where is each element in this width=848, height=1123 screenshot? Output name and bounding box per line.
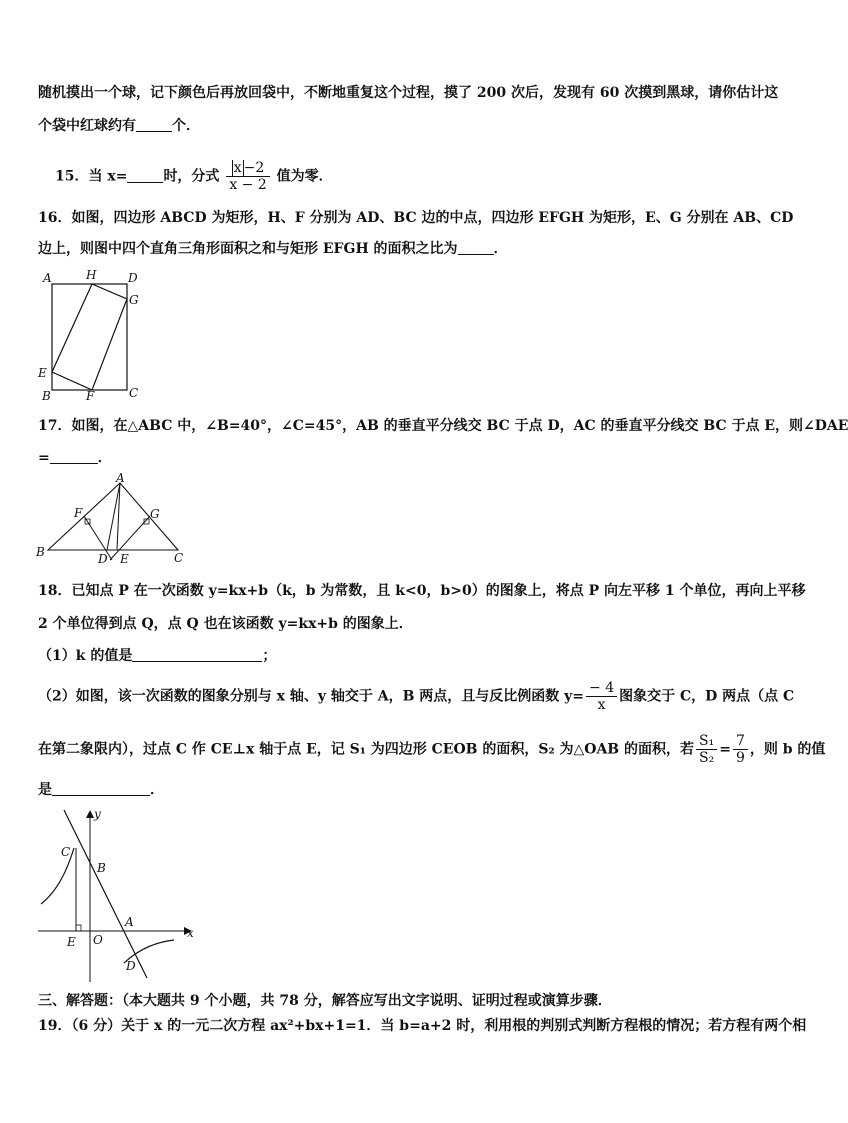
q18-val-den: 9	[735, 750, 745, 766]
q18-line5-pre: 是	[38, 782, 52, 798]
q18-inverse-fraction	[586, 680, 617, 713]
q17-answer-blank	[50, 449, 98, 464]
q18-sub1-blank	[132, 647, 262, 662]
label-G: G	[129, 293, 139, 307]
section-3-header: 三、解答题：（本大题共 9 个小题，共 78 分，解答应写出文字说明、证明过程或演算步骤．	[38, 993, 612, 1009]
q17-line2-post: ．	[97, 450, 112, 466]
q18-sub2	[38, 680, 794, 713]
rect-efgh	[52, 284, 127, 390]
q18-line5-blank	[52, 781, 150, 796]
q18-sub1-pre: （1）k 的值是	[38, 648, 133, 664]
label-A: A	[125, 915, 134, 929]
q16-line2	[38, 240, 508, 258]
label-x: x	[187, 926, 194, 940]
label-D: D	[98, 552, 108, 566]
q18-eq: =	[719, 741, 731, 758]
q14-line2	[38, 117, 200, 135]
y-axis-arrow	[86, 810, 94, 818]
q15-post: 值为零．	[276, 168, 333, 185]
label-B: B	[97, 861, 106, 875]
q15-answer-blank	[127, 168, 163, 183]
q18-inv-den: x	[597, 697, 606, 713]
label-C: C	[129, 386, 139, 400]
q18-line4-pre: 在第二象限内），过点 C 作 CE⊥x 轴于点 E，记 S₁ 为四边形 CEOB 的面积，S₂ 为△OAB 的面积，若	[38, 741, 695, 758]
q18-line2: 2 个单位得到点 Q，点 Q 也在该函数 y=kx+b 的图象上．	[38, 616, 413, 632]
q17-line1: 17．如图，在△ABC 中，∠B=40°，∠C=45°，AB 的垂直平分线交 BC 于点 D，AC 的垂直平分线交 BC 于点 E，则∠DAE	[38, 418, 848, 434]
q14-line1: 随机摸出一个球，记下颜色后再放回袋中，不断地重复这个过程，摸了 200 次后，发现有 60 次摸到黑球，请你估计这	[38, 85, 779, 101]
q18-sub2-pre: （2）如图，该一次函数的图象分别与 x 轴、y 轴交于 A，B 两点，且与反比例函数 y=	[38, 688, 585, 705]
q18-sub1-post: ；	[262, 648, 277, 664]
q19-line1: 19．（6 分）关于 x 的一元二次方程 ax²+bx+1=1．当 b=a+2 时，利用根的判别式判断方程根的情况；若方程有两个相	[38, 1018, 807, 1034]
q18-sub1	[38, 647, 276, 665]
q15-mid: 时，分式	[163, 168, 220, 185]
label-D: D	[126, 959, 136, 973]
label-H: H	[86, 268, 97, 282]
rect-abcd	[52, 284, 127, 390]
label-y: y	[94, 807, 101, 821]
q15-den: x − 2	[229, 177, 267, 193]
q18-line4	[38, 733, 825, 766]
label-A: A	[116, 471, 125, 485]
q17-line2	[38, 449, 112, 467]
label-G: G	[150, 507, 160, 521]
label-C: C	[174, 551, 184, 565]
label-A: A	[43, 271, 52, 285]
q18-ratio-den: S₂	[699, 750, 715, 766]
q18-ratio-fraction	[696, 733, 717, 766]
q15-abs-x: x	[233, 160, 242, 176]
right-angle-e	[76, 925, 81, 931]
q18-function-figure	[34, 806, 204, 986]
label-B: B	[36, 545, 45, 559]
q18-inv-num: − 4	[586, 680, 617, 697]
q15-line	[55, 160, 333, 193]
label-F: F	[74, 506, 83, 520]
q15-num-rest: −2	[243, 160, 265, 176]
label-D: D	[128, 271, 138, 285]
q18-value-fraction	[733, 733, 748, 766]
q16-rectangle-figure	[34, 266, 144, 406]
q16-line1: 16．如图，四边形 ABCD 为矩形，H、F 分别为 AD、BC 边的中点，四边形 EFGH 为矩形，E、G 分别在 AB、CD	[38, 210, 794, 226]
q17-line2-pre: =	[38, 450, 50, 466]
label-F: F	[86, 389, 95, 403]
q16-line2-pre: 边上，则图中四个直角三角形面积之和与矩形 EFGH 的面积之比为	[38, 241, 458, 257]
label-B: B	[42, 389, 51, 403]
label-C: C	[61, 845, 71, 859]
q18-ratio-num: S₁	[696, 733, 717, 750]
q18-line4-post: ，则 b 的值	[749, 741, 826, 758]
q18-line5-post: ．	[150, 782, 164, 798]
q14-answer-blank	[136, 117, 172, 132]
q15-pre: 15．当 x=	[55, 168, 128, 185]
label-E: E	[67, 935, 76, 949]
q18-val-num: 7	[733, 733, 748, 750]
q16-line2-post: ．	[493, 241, 508, 257]
q17-triangle-figure	[34, 470, 194, 568]
q18-sub2-post: 图象交于 C，D 两点（点 C	[619, 688, 795, 705]
label-E: E	[38, 366, 47, 380]
q18-line1: 18．已知点 P 在一次函数 y=kx+b（k，b 为常数，且 k<0，b>0）的图象上，将点 P 向左平移 1 个单位，再向上平移	[38, 583, 806, 599]
label-E: E	[120, 552, 129, 566]
q14-line2-post: 个．	[172, 118, 200, 134]
q15-fraction	[226, 160, 269, 193]
label-O: O	[93, 933, 103, 947]
q14-line2-pre: 个袋中红球约有	[38, 118, 136, 134]
q18-line5	[38, 781, 164, 799]
q16-answer-blank	[458, 240, 494, 255]
